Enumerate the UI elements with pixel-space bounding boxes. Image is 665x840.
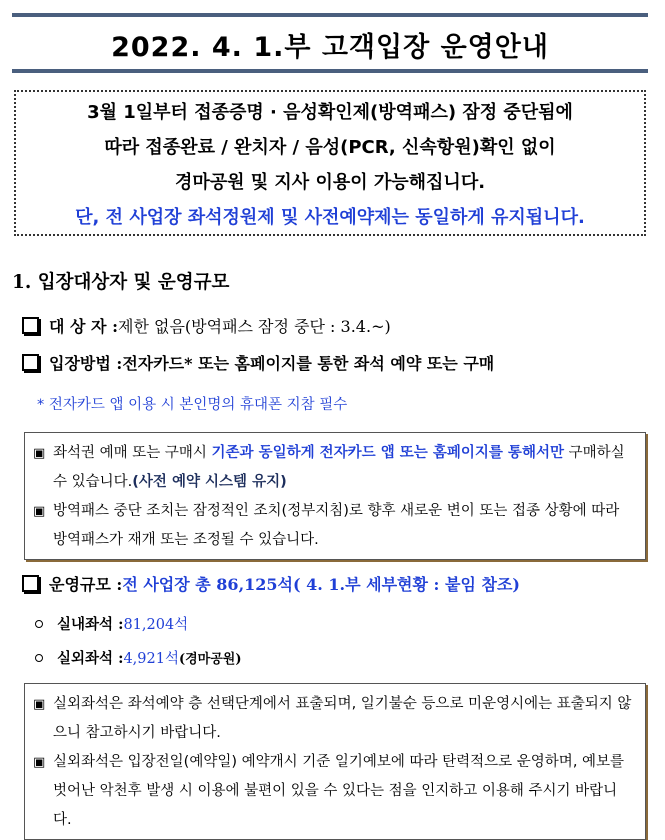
outdoor-value: 4,921석 <box>123 651 179 667</box>
notice-line-1: 3월 1일부터 접종증명 · 음성확인제(방역패스) 잠정 중단됨에 <box>87 102 573 123</box>
checkbox-square-icon <box>22 317 39 334</box>
box2-text-1: 실외좌석은 좌석예약 층 선택단계에서 표출되며, 일기불순 등으로 미운영시에는 표출되지 않으니 참고하시기 바랍니다. <box>53 696 632 741</box>
notice-line-3: 경마공원 및 지사 이용이 가능해집니다. <box>174 172 486 193</box>
info-row <box>33 748 635 835</box>
title-banner <box>12 13 648 73</box>
box1-text-a: 좌석권 예매 또는 구매시 <box>53 445 212 461</box>
notice-box <box>14 90 646 236</box>
target-item <box>22 314 391 337</box>
info-row <box>33 439 635 497</box>
target-value: 제한 없음(방역패스 잠정 중단 : 3.4.~) <box>118 317 391 336</box>
bullet-icon: ▣ <box>33 504 46 519</box>
info-box-1 <box>24 432 646 560</box>
box1-text-2: 방역패스 중단 조치는 잠정적인 조치(정부지침)로 향후 새로운 변이 또는 접종 상황에 따라 방역패스가 재개 또는 조정될 수 있습니다. <box>53 503 620 548</box>
indoor-item <box>35 613 188 634</box>
checkbox-square-icon <box>22 575 39 592</box>
outdoor-item <box>35 647 242 668</box>
info-box-2 <box>24 683 646 840</box>
method-item <box>22 351 494 374</box>
target-label: 대 상 자 : <box>49 317 118 336</box>
bullet-icon: ▣ <box>33 755 46 770</box>
notice-line-4: 단, 전 사업장 좌석정원제 및 사전예약제는 동일하게 유지됩니다. <box>75 207 585 228</box>
page-title: 2022. 4. 1.부 고객입장 운영안내 <box>111 32 549 63</box>
info-row <box>33 497 635 555</box>
method-note: * 전자카드 앱 이용 시 본인명의 휴대폰 지참 필수 <box>37 397 348 413</box>
scale-value: 전 사업장 총 86,125석( 4. 1.부 세부현황 : 붙임 참조) <box>122 575 520 594</box>
indoor-value: 81,204석 <box>123 617 189 633</box>
method-value: 전자카드* 또는 홈페이지를 통한 좌석 예약 또는 구매 <box>122 354 495 373</box>
notice-line-2: 따라 접종완료 / 완치자 / 음성(PCR, 신속항원)확인 없이 <box>104 137 556 158</box>
box1-text-c: 구매하실 수 있습니다. <box>53 445 625 490</box>
section-heading: 1. 입장대상자 및 운영규모 <box>12 272 230 293</box>
bullet-icon: ▣ <box>33 697 46 712</box>
bullet-icon: ▣ <box>33 446 46 461</box>
outdoor-suffix: (경마공원) <box>178 652 242 667</box>
box2-text-2: 실외좌석은 입장전일(예약일) 예약개시 기준 일기예보에 따라 탄력적으로 운영하며, 예보를 벗어난 악천후 발생 시 이용에 불편이 있을 수 있다는 점을 인지하고 이용해 주시기 바랍니다. <box>53 754 625 828</box>
circle-bullet-icon <box>35 620 43 628</box>
scale-item <box>22 572 520 595</box>
box1-text-d: (사전 예약 시스템 유지) <box>132 474 287 490</box>
indoor-label: 실내좌석 : <box>57 616 124 633</box>
circle-bullet-icon <box>35 654 43 662</box>
box1-text-b: 기존과 동일하게 전자카드 앱 또는 홈페이지를 통해서만 <box>211 445 564 461</box>
scale-label: 운영규모 : <box>49 575 123 594</box>
info-row <box>33 690 635 748</box>
outdoor-label: 실외좌석 : <box>57 650 124 667</box>
checkbox-square-icon <box>22 354 39 371</box>
method-label: 입장방법 : <box>49 354 123 373</box>
